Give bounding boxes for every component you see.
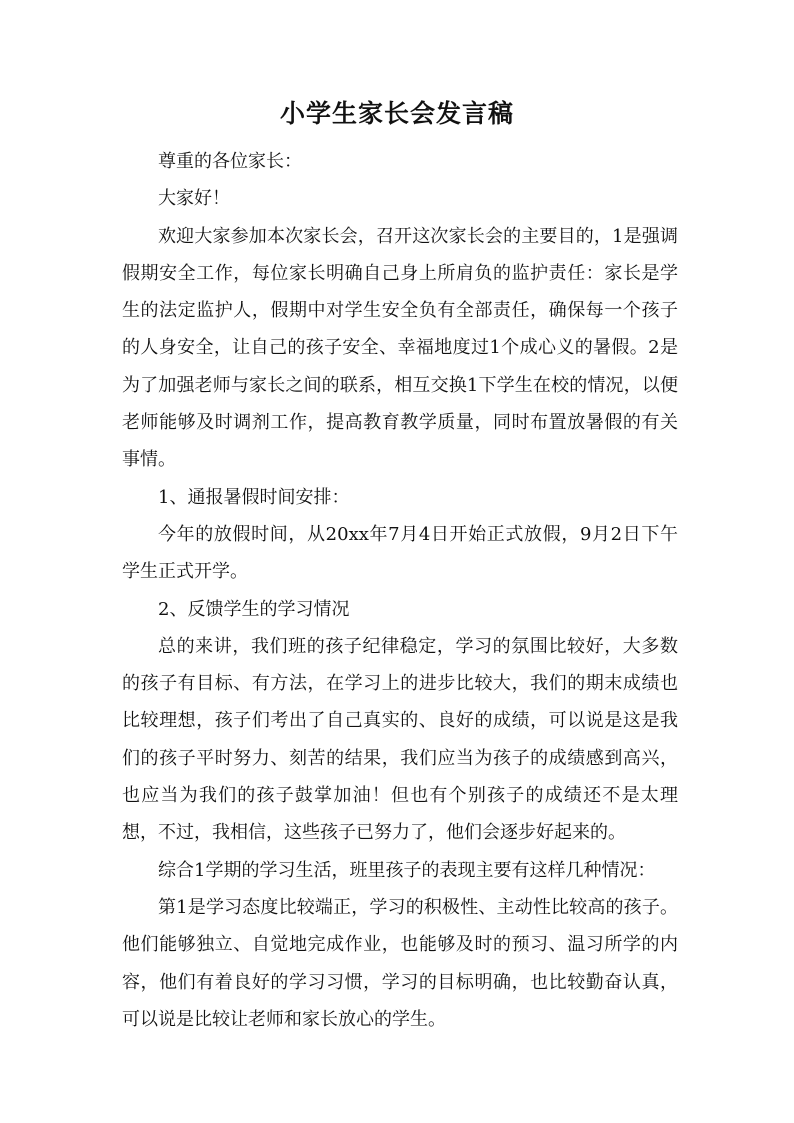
document-title: 小学生家长会发言稿 (279, 99, 514, 128)
greeting: 大家好！ (158, 188, 230, 210)
paragraph-schedule: 今年的放假时间，从20xx年7月4日开始正式放假，9月2日下午学生正式开学。 (122, 523, 678, 583)
paragraph-purpose: 欢迎大家参加本次家长会，召开这次家长会的主要目的，1是强调假期安全工作，每位家长明确自己身上所肩负的监护责任：家长是学生的法定监护人，假期中对学生安全负有全部责任，确保每一个孩子的人身安全，让自己的孩子安全、幸福地度过1个成心义的暑假。2是为了加强老师与家长之间的联系，相互交换1下学生在校的情况，以便老师能够及时调剂工作，提高教育教学质量，同时布置放暑假的有关事情。 (122, 225, 678, 471)
document-body (122, 143, 678, 1038)
salutation: 尊重的各位家长： (158, 151, 302, 172)
section-heading-feedback: 2、反馈学生的学习情况 (158, 598, 350, 620)
paragraph-feedback: 总的来讲，我们班的孩子纪律稳定，学习的氛围比较好，大多数的孩子有目标、有方法，在学习上的进步比较大，我们的期末成绩也比较理想，孩子们考出了自己真实的、良好的成绩，可以说是这是我们的孩子平时努力、刻苦的结果，我们应当为孩子的成绩感到高兴，也应当为我们的孩子鼓掌加油！但也有个别孩子的成绩还不是太理想，不过，我相信，这些孩子已努力了，他们会逐步好起来的。 (122, 635, 678, 844)
paragraph-first-type: 第1是学习态度比较端正，学习的积极性、主动性比较高的孩子。他们能够独立、自觉地完成作业，也能够及时的预习、温习所学的内容，他们有着良好的学习习惯，学习的目标明确，也比较勤奋认真，可以说是比较让老师和家长放心的学生。 (122, 896, 678, 1030)
paragraph-summary: 综合1学期的学习生活，班里孩子的表现主要有这样几种情况： (158, 859, 656, 881)
section-heading-schedule: 1、通报暑假时间安排： (158, 486, 350, 508)
